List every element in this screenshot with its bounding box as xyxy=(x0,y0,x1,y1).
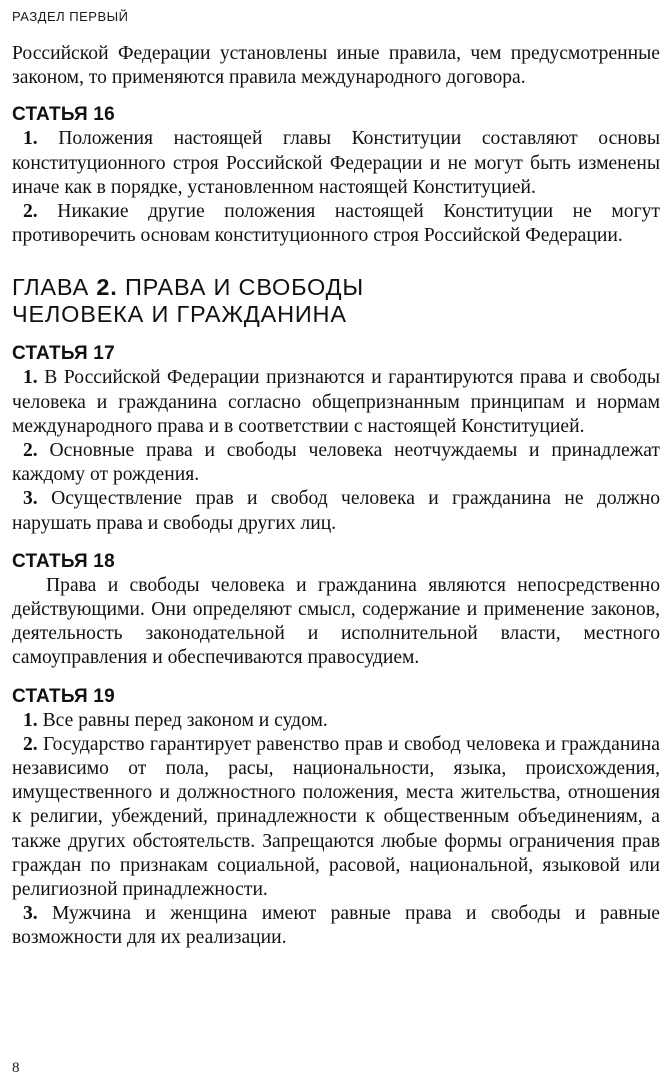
article-16-heading: СТАТЬЯ 16 xyxy=(12,104,115,126)
page-content xyxy=(12,42,660,951)
article-16 xyxy=(12,103,660,248)
article-16-item-2 xyxy=(12,200,660,248)
article-19-item-2 xyxy=(12,733,660,902)
item-text: В Российской Федерации признаются и гарантируются права и свободы человека и гражданина согласно общепризнанным принципам и нормам международного права и в соответствии с настоящей Конституцией. xyxy=(12,367,660,437)
continuation-paragraph: Российской Федерации установлены иные правила, чем предусмотренные законом, то применяются правила международного договора. xyxy=(12,43,660,89)
article-17-item-3 xyxy=(12,487,660,535)
item-text: Осуществление прав и свобод человека и гражданина не должно нарушать права и свободы других лиц. xyxy=(12,488,660,534)
article-17-item-2 xyxy=(12,439,660,487)
item-number: 1. xyxy=(23,709,38,731)
article-19 xyxy=(12,685,660,951)
item-number: 1. xyxy=(23,128,38,150)
article-18-text: Права и свободы человека и гражданина являются непосредственно действующими. Они определяют смысл, содержание и применение законов, деятельность законодательной и исполнительной власти, местного самоуправления и обеспечиваются правосудием. xyxy=(12,574,660,669)
item-number: 3. xyxy=(23,488,38,510)
chapter-number: 2. xyxy=(96,274,118,301)
article-19-item-3 xyxy=(12,902,660,950)
chapter-2-heading xyxy=(12,274,660,328)
chapter-title-line-1: ПРАВА И СВОБОДЫ xyxy=(124,274,364,301)
item-number: 1. xyxy=(23,367,38,389)
chapter-word: ГЛАВА xyxy=(12,274,90,301)
article-17 xyxy=(12,342,660,535)
item-text: Государство гарантирует равенство прав и свобод человека и гражданина независимо от пола, расы, национальности, языка, происхождения, имущественного и должностного положения, места жительства, отношения к религии, убеждений, принадлежности к общественным объединениям, а также других обстоятельств. Запрещаются любые формы ограничения прав граждан по признакам социальной, расовой, национальной, языковой или религиозной принадлежности. xyxy=(12,733,660,901)
item-text: Никакие другие положения настоящей Конституции не могут противоречить основам конституционного строя Российской Федерации. xyxy=(12,201,660,247)
item-text: Мужчина и женщина имеют равные права и свободы и равные возможности для их реализации. xyxy=(12,903,660,949)
article-16-item-1 xyxy=(12,127,660,200)
article-17-heading: СТАТЬЯ 17 xyxy=(12,343,115,365)
item-number: 2. xyxy=(23,201,38,223)
article-17-item-1 xyxy=(12,366,660,439)
chapter-title-line-2: ЧЕЛОВЕКА И ГРАЖДАНИНА xyxy=(12,301,347,328)
item-text: Все равны перед законом и судом. xyxy=(42,709,328,731)
item-number: 2. xyxy=(23,733,38,755)
article-19-item-1 xyxy=(12,709,660,733)
item-number: 3. xyxy=(23,903,38,925)
article-19-heading: СТАТЬЯ 19 xyxy=(12,685,115,707)
running-head: РАЗДЕЛ ПЕРВЫЙ xyxy=(12,9,129,24)
article-18 xyxy=(12,550,660,671)
item-text: Положения настоящей главы Конституции составляют основы конституционного строя Российской Федерации и не могут быть изменены иначе как в порядке, установленном настоящей Конституцией. xyxy=(12,128,660,198)
page-number: 8 xyxy=(12,1060,20,1076)
item-text: Основные права и свободы человека неотчуждаемы и принадлежат каждому от рождения. xyxy=(12,440,660,486)
item-number: 2. xyxy=(23,440,38,462)
article-18-heading: СТАТЬЯ 18 xyxy=(12,550,115,572)
